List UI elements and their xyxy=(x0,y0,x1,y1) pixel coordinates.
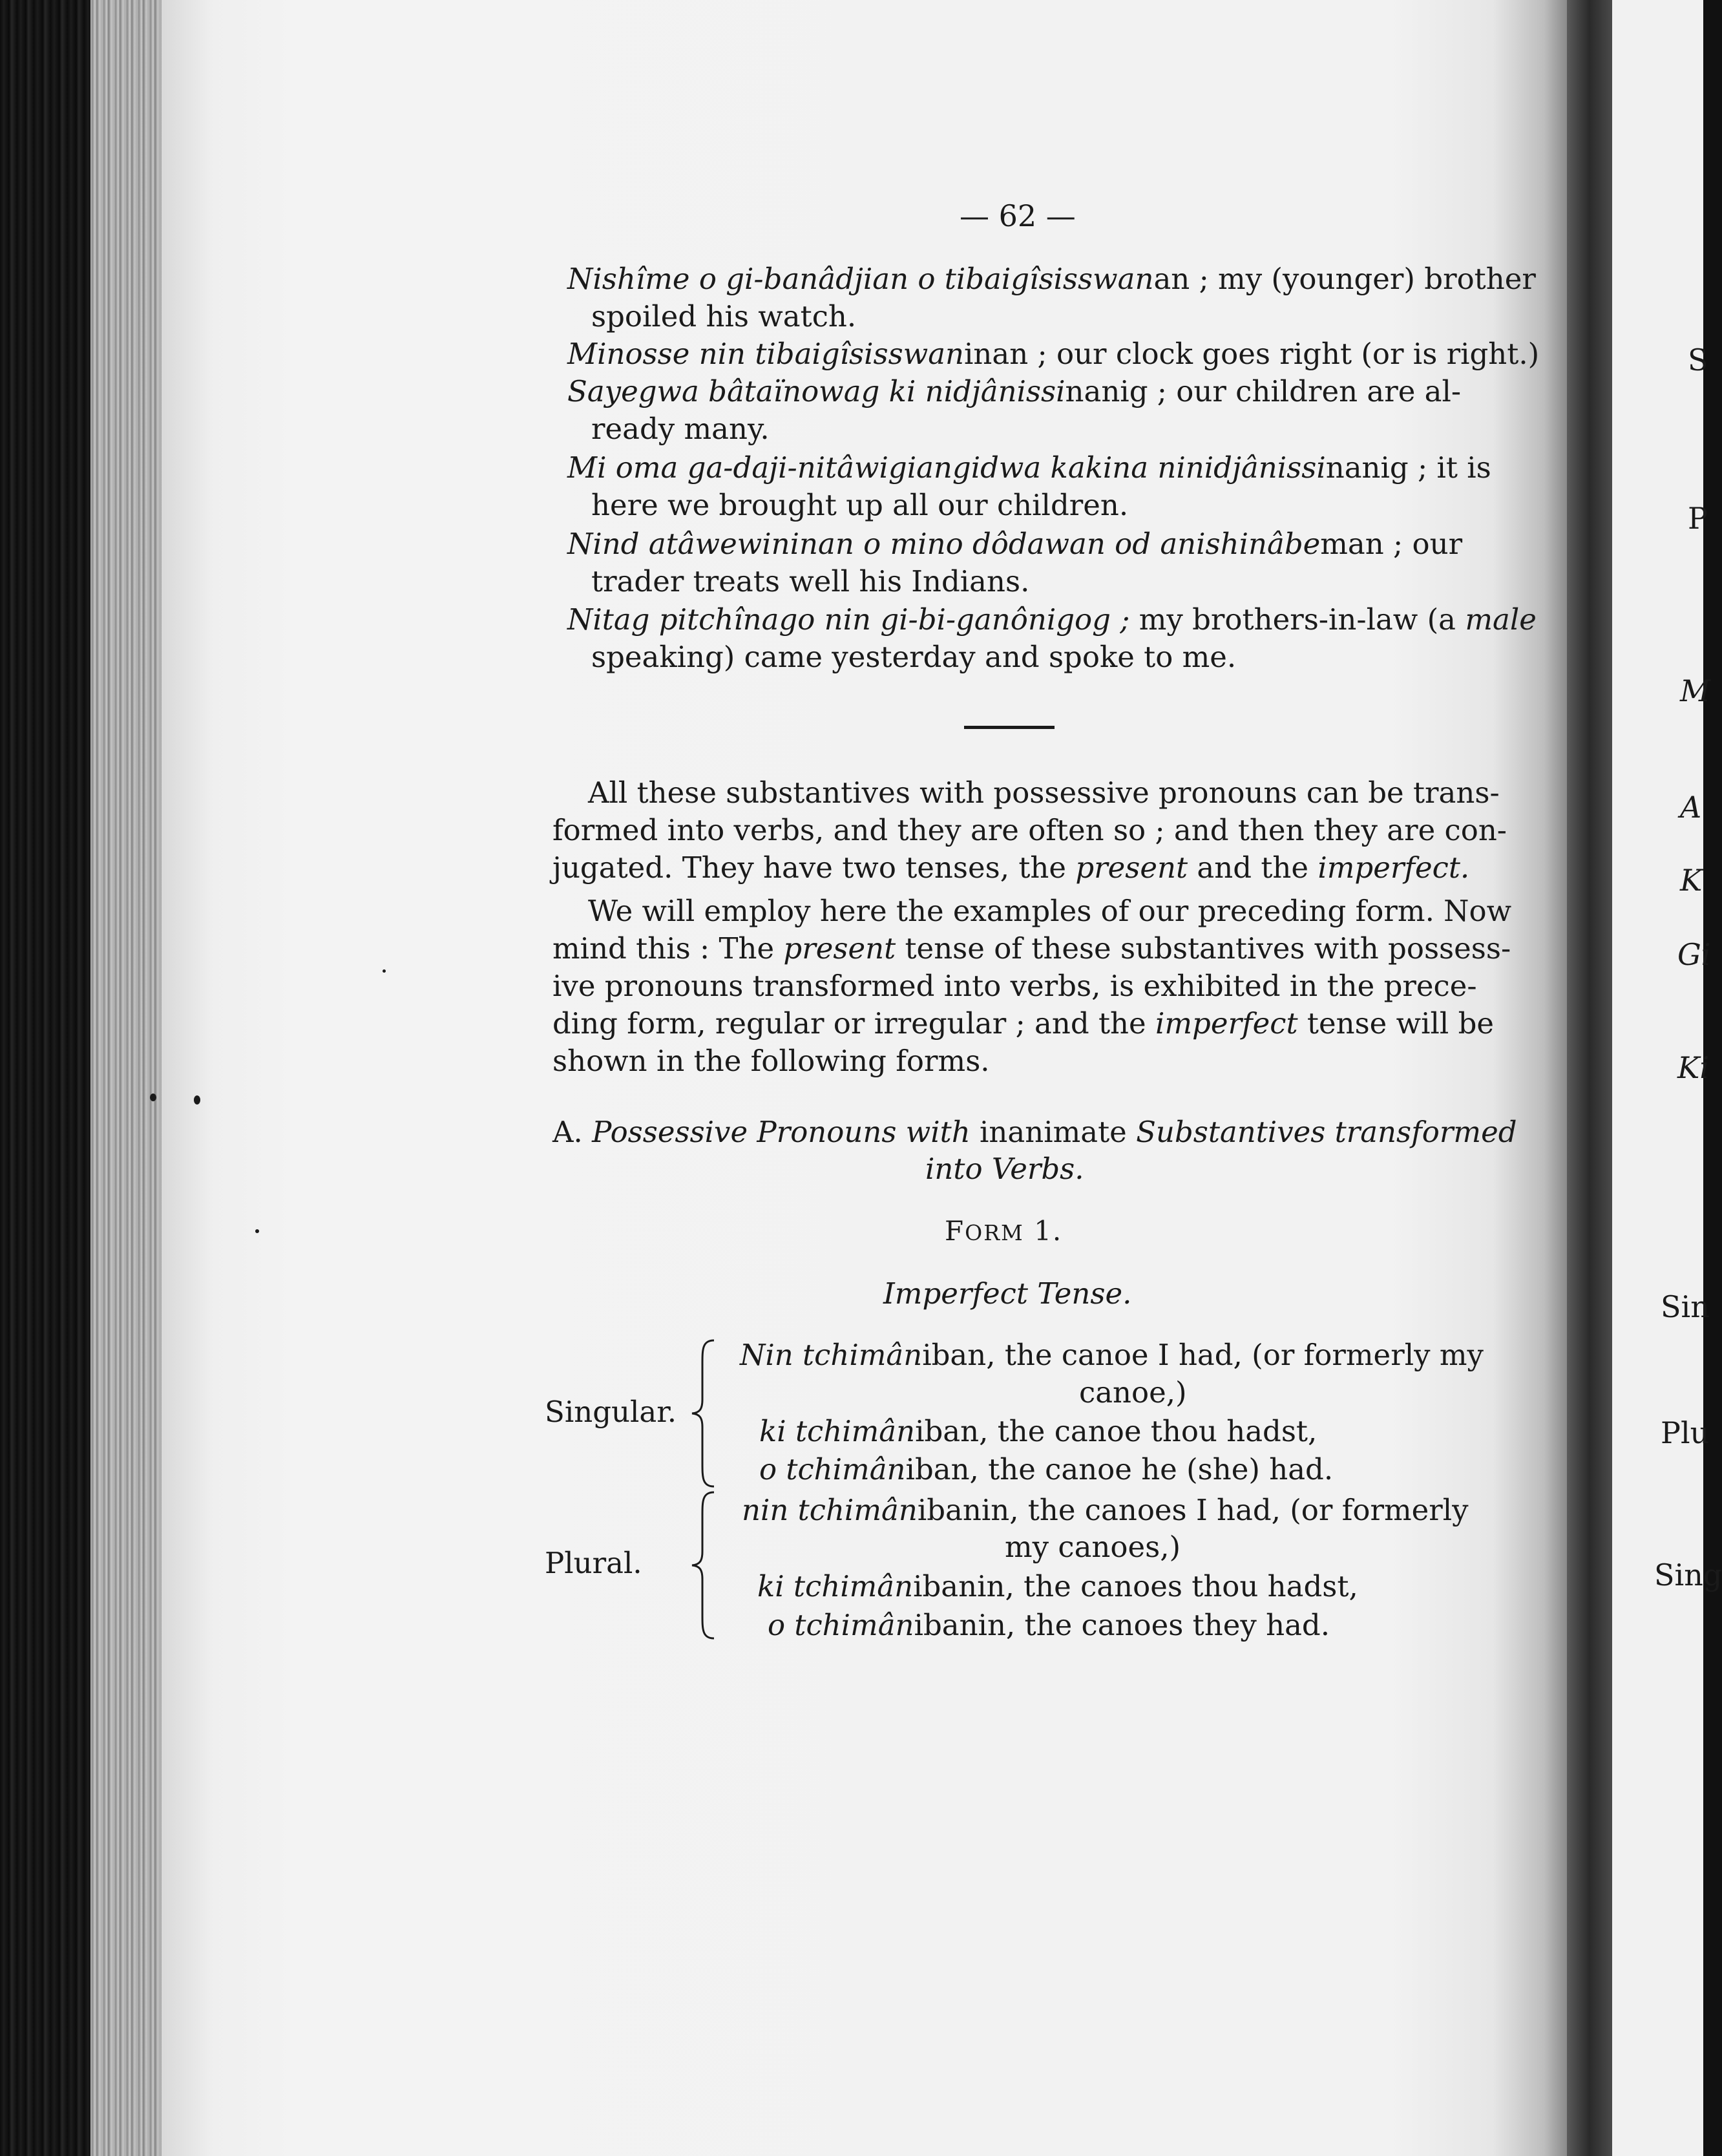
paragraph-line: formed into verbs, and they are often so ; and then they are con- xyxy=(552,813,1507,847)
paragraph-line: mind this : The present tense of these substantives with possess- xyxy=(552,931,1511,966)
conjugation-row-cont: canoe,) xyxy=(1079,1375,1187,1410)
facing-page-fragment: S xyxy=(1688,343,1708,377)
plural-label: Plural. xyxy=(545,1546,642,1580)
facing-page-fragment: Sing xyxy=(1654,1558,1722,1592)
paragraph-line: jugated. They have two tenses, the present and the imperfect. xyxy=(552,851,1470,885)
example-line: Sayegwa bâtaïnowag ki nidjânissinanig ; our children are al- xyxy=(567,374,1462,408)
example-line-cont: trader treats well his Indians. xyxy=(591,564,1030,598)
example-line-cont: speaking) came yesterday and spoke to me. xyxy=(591,640,1237,674)
example-line-cont: here we brought up all our children. xyxy=(591,488,1129,522)
facing-page-fragment: K xyxy=(1680,863,1703,898)
tense-title: Imperfect Tense. xyxy=(883,1276,1132,1311)
example-line-cont: spoiled his watch. xyxy=(591,299,857,333)
example-line: Nishîme o gi-banâdjian o tibaigîsisswanan ; my (younger) brother xyxy=(567,262,1536,296)
singular-label: Singular. xyxy=(545,1395,677,1429)
example-line: Minosse nin tibaigîsisswaninan ; our clock goes right (or is right.) xyxy=(567,337,1540,371)
scan-speck xyxy=(383,969,386,973)
book-page xyxy=(162,0,1567,2156)
section-divider-rule xyxy=(964,726,1055,729)
singular-brace xyxy=(688,1338,720,1490)
paragraph-line: ding form, regular or irregular ; and the imperfect tense will be xyxy=(552,1006,1495,1041)
book-gutter xyxy=(1567,0,1612,2156)
paragraph-line: All these substantives with possessive pronouns can be trans- xyxy=(588,776,1500,810)
facing-page-fragment: A xyxy=(1680,790,1702,825)
facing-page-fragment: M xyxy=(1680,673,1711,708)
scan-speck xyxy=(194,1095,200,1104)
paragraph-line: ive pronouns transformed into verbs, is exhibited in the prece- xyxy=(552,969,1477,1003)
facing-page-fragment: Gi xyxy=(1677,937,1711,972)
conjugation-row: ki tchimânibanin, the canoes thou hadst, xyxy=(757,1569,1358,1603)
example-line-cont: ready many. xyxy=(591,412,770,446)
example-line: Nind atâwewininan o mino dôdawan od anishinâbeman ; our xyxy=(567,527,1463,561)
conjugation-row: nin tchimânibanin, the canoes I had, (or formerly xyxy=(742,1493,1469,1527)
conjugation-row: o tchimâniban, the canoe he (she) had. xyxy=(759,1452,1334,1486)
section-heading: A. Possessive Pronouns with inanimate Substantives transformed xyxy=(552,1115,1517,1149)
paragraph-line: shown in the following forms. xyxy=(552,1044,990,1078)
scan-speck xyxy=(255,1229,259,1233)
conjugation-row: Nin tchimâniban, the canoe I had, (or formerly my xyxy=(740,1338,1484,1372)
scan-speck xyxy=(150,1094,156,1101)
facing-page-fragment: Plu xyxy=(1661,1415,1710,1450)
paragraph-line: We will employ here the examples of our preceding form. Now xyxy=(588,894,1512,928)
facing-page-fragment: Sin xyxy=(1661,1289,1710,1324)
facing-page-fragment: Ki xyxy=(1677,1050,1710,1085)
conjugation-row-cont: my canoes,) xyxy=(1005,1530,1181,1564)
section-heading-cont: into Verbs. xyxy=(925,1152,1084,1186)
plural-brace xyxy=(688,1490,720,1642)
example-line: Nitag pitchînago nin gi-bi-ganônigog ; my brothers-in-law (a male xyxy=(567,602,1537,637)
facing-page-fragment: P xyxy=(1688,501,1708,536)
conjugation-row: ki tchimâniban, the canoe thou hadst, xyxy=(759,1414,1318,1448)
conjugation-row: o tchimânibanin, the canoes they had. xyxy=(768,1608,1330,1642)
page-number: — 62 — xyxy=(960,198,1076,233)
example-line: Mi oma ga-daji-nitâwigiangidwa kakina ninidjânissinanig ; it is xyxy=(567,450,1491,485)
form-title: FORM 1. xyxy=(945,1215,1063,1247)
